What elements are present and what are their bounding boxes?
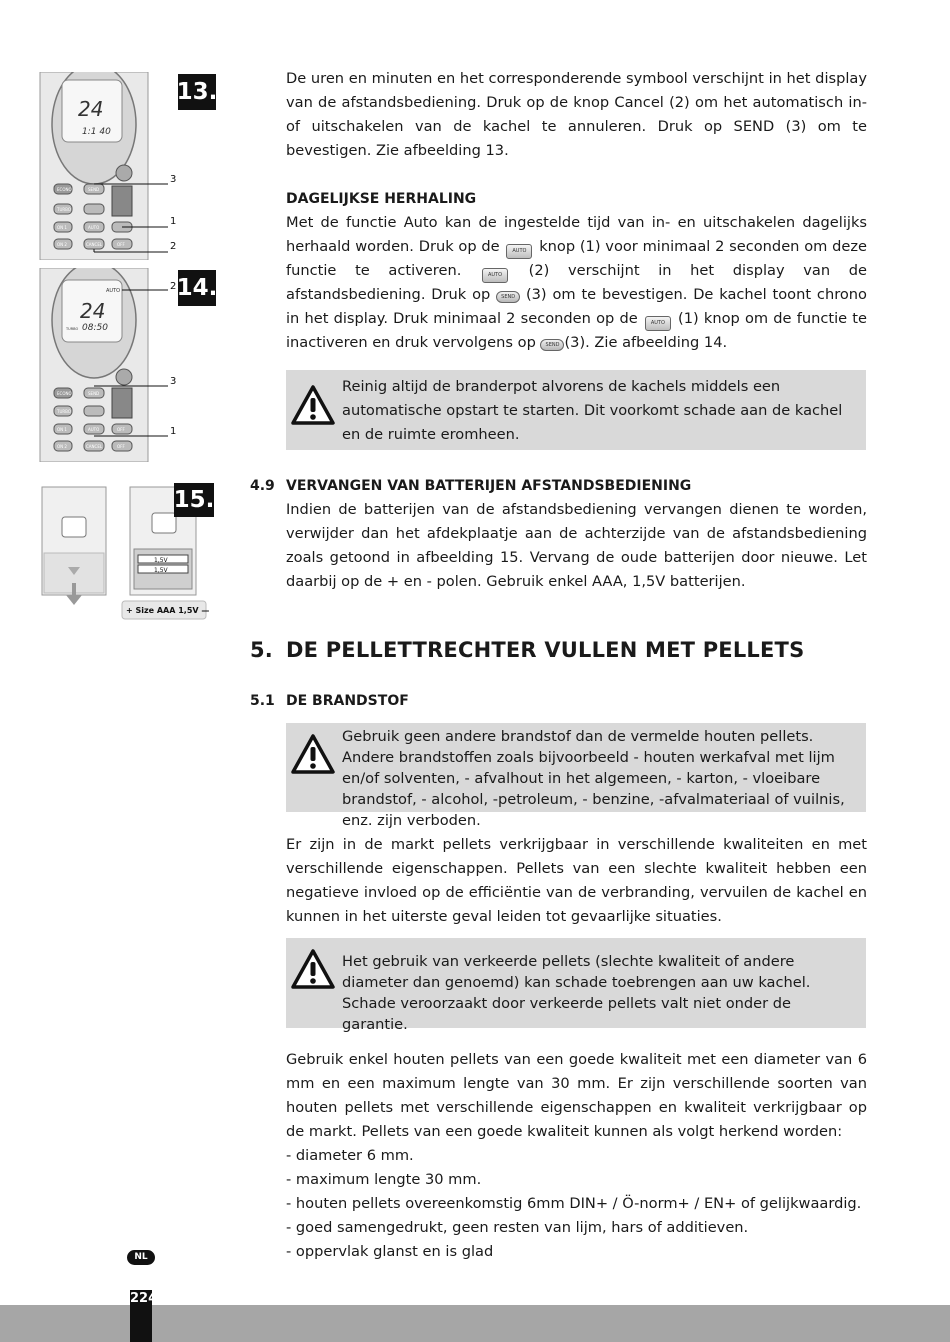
list-item: - oppervlak glanst en is glad xyxy=(286,1243,494,1260)
fig14-callout-3: 3 xyxy=(170,376,177,387)
fig13-display-time: 1:1 40 xyxy=(82,127,111,137)
fig14-btn-turbo: TURBO xyxy=(57,409,71,414)
fig13-btn-econo: ECONO xyxy=(57,187,72,192)
fig13-btn-turbo: TURBO xyxy=(57,207,71,212)
fig14-display-temp: 24 xyxy=(80,299,106,323)
send-key-icon: SEND xyxy=(540,339,564,351)
figure-14 xyxy=(38,268,218,462)
battery-1-label: 1,5V xyxy=(154,557,168,564)
fig13-callout-2: 2 xyxy=(170,241,177,252)
section-4-9-number: 4.9 xyxy=(250,478,275,494)
list-item: - maximum lengte 30 mm. xyxy=(286,1171,482,1188)
fig14-display-mode: AUTO xyxy=(106,288,121,294)
fig14-btn-econo: ECONO xyxy=(57,391,72,396)
figure-13 xyxy=(38,72,218,260)
fig14-btn-on2: ON 2 xyxy=(57,444,67,449)
fig13-btn-on1: ON 1 xyxy=(57,225,67,230)
section-5-1-heading: DE BRANDSTOF xyxy=(286,693,409,709)
figure-15 xyxy=(38,483,218,623)
battery-2-label: 1,5V xyxy=(154,567,168,574)
section-4-9-heading: VERVANGEN VAN BATTERIJEN AFSTANDSBEDIENING xyxy=(286,478,692,494)
fig13-callout-3: 3 xyxy=(170,174,177,185)
fig13-btn-cancel: CANCEL xyxy=(86,242,103,247)
auto-key-icon: AUTO xyxy=(506,244,532,259)
warning-triangle-icon xyxy=(290,733,336,775)
fig13-btn-off: OFF xyxy=(117,242,125,247)
intro-paragraph: De uren en minuten en het corresponderende symbool verschijnt in het display van de afstandsbediening. Druk op de knop Cancel (2) om het automatisch in- of uitschakelen van de kachel te annuleren. Druk op SEND (3) om te bevestigen. Zie afbeelding 13. xyxy=(286,70,867,159)
fig14-btn-on1: ON 1 xyxy=(57,427,67,432)
fig14-btn-auto: AUTO xyxy=(88,427,100,432)
daily-repeat-heading: DAGELIJKSE HERHALING xyxy=(286,191,477,207)
fig13-callout-1: 1 xyxy=(170,216,177,227)
fig14-btn-cancel: CANCEL xyxy=(86,444,103,449)
fig14-btn-send: SEND xyxy=(88,391,100,396)
fig14-btn-off-2: OFF xyxy=(117,444,125,449)
chapter-5-title: DE PELLETTRECHTER VULLEN MET PELLETS xyxy=(286,638,805,662)
fig14-callout-1: 1 xyxy=(170,426,177,437)
warning-box-pellets xyxy=(286,938,866,1033)
section-4-9-text: Indien de batterijen van de afstandsbediening vervangen dienen te worden, verwijder dan het afdekplaatje aan de achterzijde van de afstandsbediening zoals getoond in afbeelding 15. Vervang de oude batterijen door nieuwe. Let daarbij op de + en - polen. Gebruik enkel AAA, 1,5V batterijen. xyxy=(286,501,867,590)
fig13-btn-send: SEND xyxy=(88,187,100,192)
list-item: - diameter 6 mm. xyxy=(286,1147,414,1164)
send-key-icon: SEND xyxy=(496,291,520,303)
warning-text-fuel: Gebruik geen andere brandstof dan de vermelde houten pellets. Andere brandstoffen zoals bijvoorbeeld - houten werkafval met lijm en/of solventen, - afvalhout in het algemeen, - karton, - vloeibare brandstof, - alcohol, -petroleum, - benzine, -afvalmateriaal of vuilnis, enz. zijn verboden. xyxy=(342,728,845,829)
language-badge: NL xyxy=(127,1250,155,1265)
figure-14-label: 14. xyxy=(178,270,216,306)
fig14-btn-off-1: OFF xyxy=(117,427,125,432)
auto-key-icon: AUTO xyxy=(645,316,671,331)
fig13-btn-auto: AUTO xyxy=(88,225,100,230)
warning-text-cleaning: Reinig altijd de branderpot alvorens de kachels middels een automatische opstart te starten. Dit voorkomt schade aan de kachel en de ruimte eromheen. xyxy=(342,378,843,443)
fig14-display-time: 08:50 xyxy=(82,323,108,333)
section-5-1-number: 5.1 xyxy=(250,693,275,709)
figure-13-label: 13. xyxy=(178,74,216,110)
good-pellets-paragraph: Gebruik enkel houten pellets van een goede kwaliteit met een diameter van 6 mm en een maximum lengte van 30 mm. Er zijn verschillende soorten van houten pellets met verschillende eigenschappen en kwaliteit verkrijgbaar op de markt. Pellets van een goede kwaliteit kunnen als volgt herkend worden: xyxy=(286,1051,867,1140)
fig13-display-temp: 24 xyxy=(78,97,104,121)
quality-paragraph: Er zijn in de markt pellets verkrijgbaar in verschillende kwaliteiten en met verschillende eigenschappen. Pellets van een slechte kwaliteit hebben een negatieve invloed op de efficiëntie van de verbranding, vervuilen de kachel en kunnen in het uiterste geval leiden tot gevaarlijke situaties. xyxy=(286,836,867,925)
daily-repeat-block xyxy=(286,187,867,355)
warning-triangle-icon xyxy=(290,384,336,426)
chapter-5-number: 5. xyxy=(250,638,273,662)
warning-text-pellets: Het gebruik van verkeerde pellets (slechte kwaliteit of andere diameter dan genoemd) kan schade toebrengen aan uw kachel. Schade veroorzaakt door verkeerde pellets valt niet onder de garantie. xyxy=(342,953,811,1033)
intro-paragraph-block xyxy=(286,67,867,163)
daily-repeat-text: Met de functie Auto kan de ingestelde tijd van in- en uitschakelen dagelijks herhaald worden. Druk op de AUTO knop (1) voor minimaal 2 seconden om deze functie te activeren. AUTO (2) verschijnt in het display van de afstandsbediening. Druk op SEND (3) om te bevestigen. De kachel toont chrono in het display. Druk minimaal 2 seconden op de AUTO (1) knop om de functie te inactiveren en druk vervolgens op SEND (3). Zie afbeelding 14. xyxy=(286,214,867,351)
quality-paragraph-block xyxy=(286,833,867,929)
list-item: - houten pellets overeenkomstig 6mm DIN+ / Ö-norm+ / EN+ of gelijkwaardig. xyxy=(286,1195,862,1212)
figure-15-label: 15. xyxy=(174,483,214,517)
fig13-btn-on2: ON 2 xyxy=(57,242,67,247)
good-pellets-block xyxy=(286,1048,867,1264)
list-item: - goed samengedrukt, geen resten van lijm, hars of additieven. xyxy=(286,1219,749,1236)
warning-box-cleaning xyxy=(286,370,866,450)
warning-box-fuel xyxy=(286,723,866,829)
fig14-display-turbo: TURBO xyxy=(66,327,79,331)
fig14-callout-2: 2 xyxy=(170,281,177,292)
pellet-criteria-list xyxy=(286,1144,867,1264)
section-4-9-block xyxy=(286,474,867,594)
battery-size-note: + Size AAA 1,5V — xyxy=(126,606,210,615)
auto-key-icon: AUTO xyxy=(482,268,508,283)
page-number: 224 xyxy=(130,1291,158,1306)
warning-triangle-icon xyxy=(290,948,336,990)
